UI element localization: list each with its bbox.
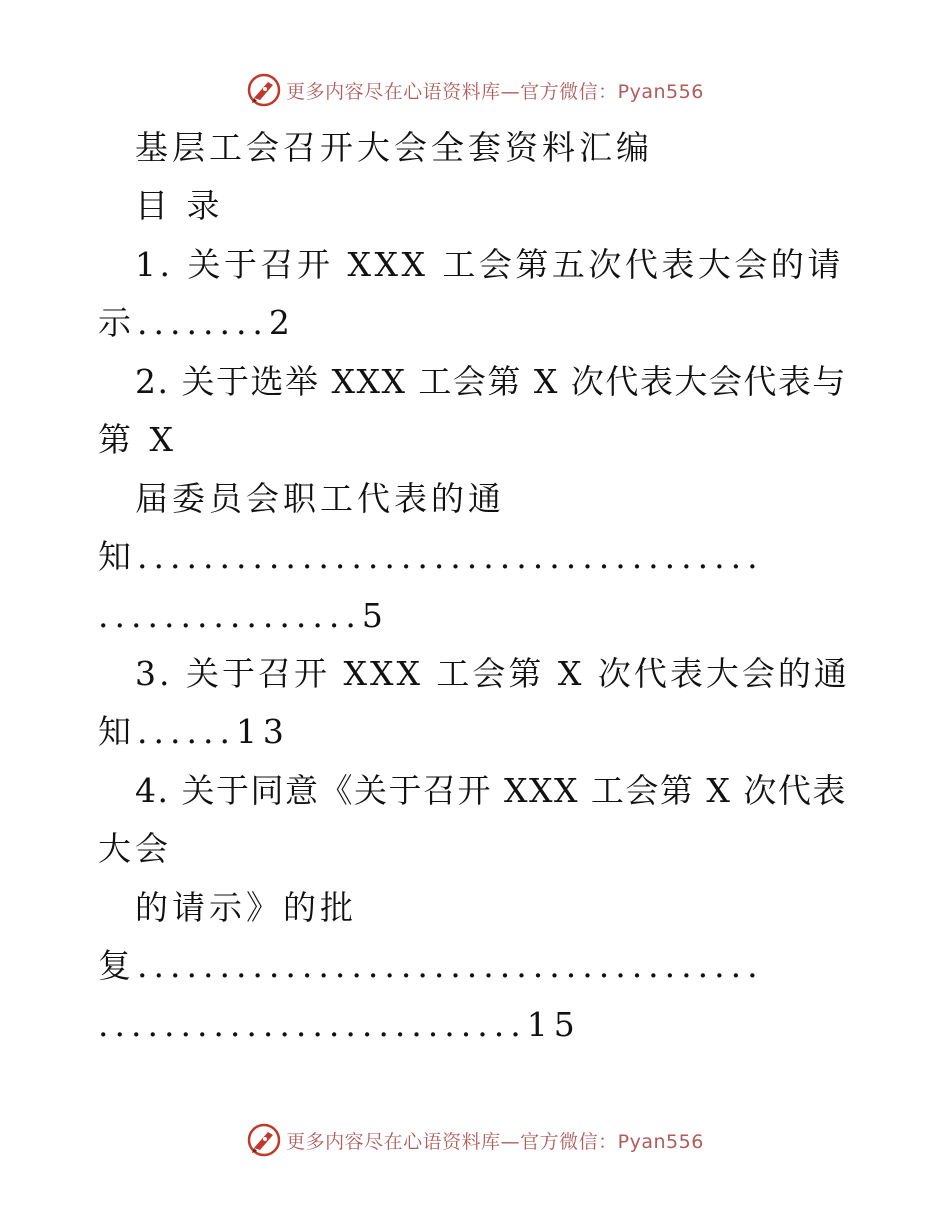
header-banner <box>0 70 950 110</box>
toc-line: 知......13 <box>98 712 290 751</box>
toc-line: 4. 关于同意《关于召开 XXX 工会第 X 次代表 <box>135 771 847 810</box>
toc-line: 复...................................... <box>98 946 764 985</box>
toc-line: 知...................................... <box>98 537 764 576</box>
toc-line: 2. 关于选举 XXX 工会第 X 次代表大会代表与 <box>135 362 847 401</box>
toc-line: 大会 <box>98 829 172 868</box>
toc-line: 3. 关于召开 XXX 工会第 X 次代表大会的通 <box>135 654 850 693</box>
toc-heading: 目 录 <box>135 186 224 225</box>
header-banner-text: 更多内容尽在心语资料库—官方微信：Pyan556 <box>286 80 704 103</box>
document-title: 基层工会召开大会全套资料汇编 <box>135 128 653 167</box>
toc-line: 届委员会职工代表的通 <box>135 479 505 518</box>
toc-line: ................5 <box>98 596 389 635</box>
pen-logo-icon <box>246 72 282 108</box>
toc-line: 示........2 <box>98 303 296 342</box>
toc-line: ..........................15 <box>98 1005 581 1044</box>
toc-line: 第 X <box>98 420 177 459</box>
toc-line: 1. 关于召开 XXX 工会第五次代表大会的请 <box>135 245 844 284</box>
pen-logo-icon <box>246 1122 282 1158</box>
footer-banner <box>0 1120 950 1160</box>
footer-banner-text: 更多内容尽在心语资料库—官方微信：Pyan556 <box>286 1130 704 1153</box>
toc-line: 的请示》的批 <box>135 888 357 927</box>
